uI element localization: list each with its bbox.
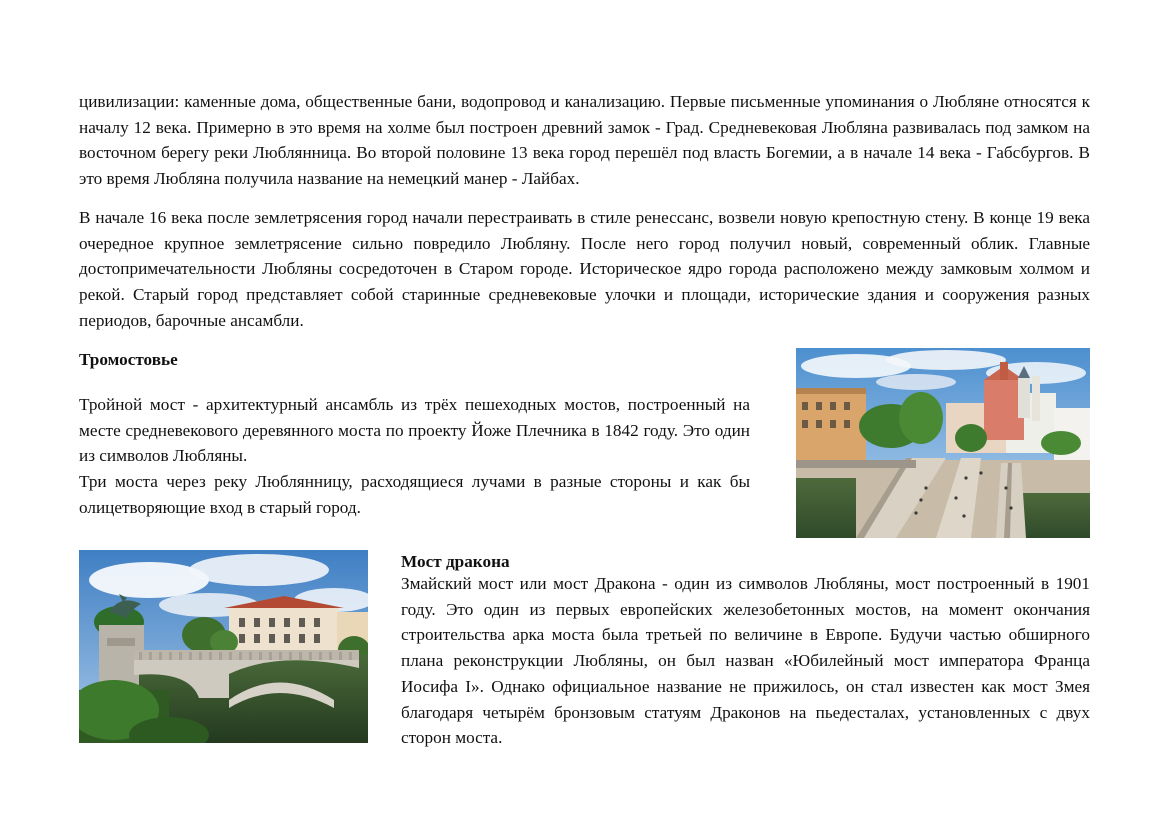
triple-bridge-heading: Тромостовье (79, 350, 178, 369)
renaissance-paragraph: В начале 16 века после землетрясения город начали перестраивать в стиле ренессанс, возвели новую крепостную стену. В конце 19 века очередное крупное землетрясение сильно повредило Любляну. После него город получил новый, современный облик. Главные достопримечательности Любляны сосредоточен в Старом городе. Историческое ядро города расположено между замковым холмом и рекой. Старый город представляет собой старинные средневековые улочки и площади, исторические здания и сооружения разных периодов, барочные ансамбли. (79, 208, 1090, 330)
dragon-bridge-paragraph: Змайский мост или мост Дракона - один из символов Любляны, мост построенный в 1901 году. Это один из первых европейских железобетонных мостов, на момент окончания строительства арка моста была третьей по величине в Европе. Будучи частью обширного плана реконструкции Любляны, он был назван «Юбилейный мост императора Франца Иосифа I». Однако официальное название не прижилось, он стал известен как мост Змея благодаря четырём бронзовым статуям Драконов на пьедесталах, установленных с двух сторон моста. (401, 574, 1090, 748)
history-paragraph: цивилизации: каменные дома, общественные бани, водопровод и канализацию. Первые письменные упоминания о Любляне относятся к началу 12 века. Примерно в это время на холме был построен древний замок - Град. Средневековая Любляна развивалась под замком на восточном берегу реки Люблянница. Во второй половине 13 века город перешёл под власть Богемии, а в начале 14 века - Габсбургов. В это время Любляна получила название на немецкий манер - Лайбах. (79, 92, 1090, 189)
triple-bridge-paragraph: Тройной мост - архитектурный ансамбль из трёх пешеходных мостов, построенный на месте средневекового деревянного моста по проекту Йоже Плечника в 1842 году. Это один из символов Любляны. Три моста через реку Люблянницу, расходящиеся лучами в разные стороны и как бы олицетворяющие вход в старый город. (79, 395, 750, 517)
dragon-bridge-photo (79, 550, 368, 743)
triple-bridge-photo (796, 348, 1090, 538)
dragon-bridge-heading: Мост дракона (401, 552, 510, 571)
